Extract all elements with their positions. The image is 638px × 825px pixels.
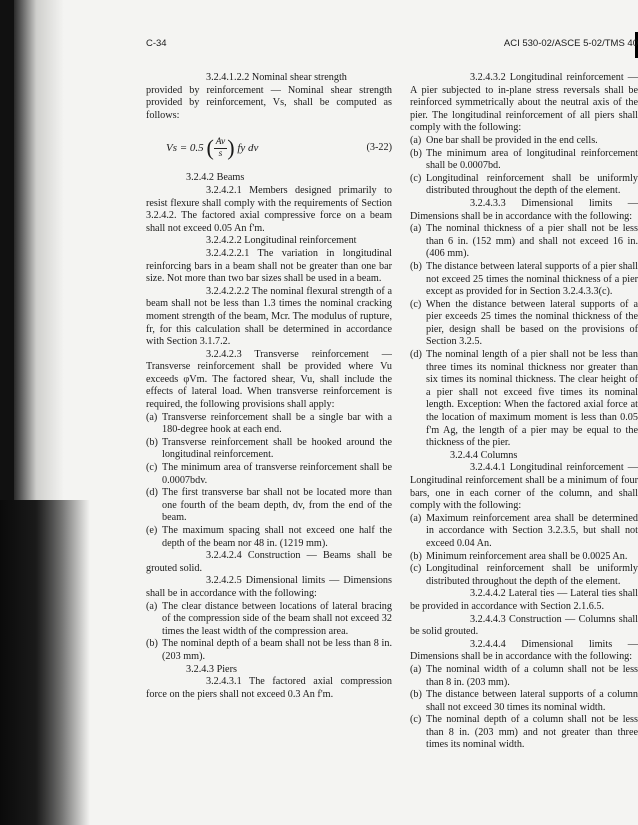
section-heading: 3.2.4.4 Columns: [450, 449, 518, 461]
section-heading: 3.2.4.1.2.2 Nominal shear strength: [206, 72, 347, 83]
paragraph: 3.2.4.3.1 The factored axial compression force on the piers shall not exceed 0.3 An f'm.: [146, 676, 392, 700]
list: [410, 223, 638, 450]
left-column: [146, 72, 392, 701]
list-item: (a) Maximum reinforcement area shall be determined in accordance with Section 3.2.3.5, but shall not exceed 0.04 An.: [410, 512, 638, 549]
list-item: (c) Longitudinal reinforcement shall be uniformly distributed throughout the depth of the element.: [410, 172, 638, 197]
list-item: (d) The nominal length of a pier shall not be less than three times its nominal thickness nor greater than six times its nominal thickness. The clear height of a pier shall not exceed five times its nominal length. Exception: When the factored axial force at the location of maximum moment is less than 0.05 f'm Ag, the length of a pier may be equal to the thickness of the pier.: [410, 349, 638, 449]
paragraph: 3.2.4.2.1 Members designed primarily to resist flexure shall comply with the requirements of Section 3.2.4.2. The factored axial compressive force on a beam shall not exceed 0.05 An f'm.: [146, 184, 392, 234]
list: [146, 412, 392, 551]
paragraph: 3.2.4.4.2 Lateral ties — Lateral ties shall be provided in accordance with Section 2.1.6.5.: [410, 588, 638, 612]
paragraph: 3.2.4.3.2 Longitudinal reinforcement — A pier subjected to in-plane stress reversals shall be reinforced symmetrically about the neutral axis of the pier. The longitudinal reinforcement of all piers shall comply with the following:: [410, 72, 638, 134]
paragraph: 3.2.4.2.2.2 The nominal flexural strength of a beam shall not be less than 1.3 times the nominal cracking moment strength of the beam, Mcr. The modulus of rupture, fr, for this calculation shall be determined in accordance with Section 3.1.7.2.: [146, 285, 392, 348]
list-item: (c) When the distance between lateral supports of a pier exceeds 25 times the nominal thickness of the pier, design shall be based on the provisions of Section 3.2.5.: [410, 298, 638, 348]
paragraph: 3.2.4.4.4 Dimensional limits — Dimensions shall be in accordance with the following:: [410, 638, 638, 663]
page-number: C-34: [146, 38, 167, 49]
paragraph: 3.2.4.3.3 Dimensional limits — Dimensions shall be in accordance with the following:: [410, 197, 638, 222]
paragraph: 3.2.4.2.5 Dimensional limits — Dimensions shall be in accordance with the following:: [146, 575, 392, 599]
paragraph: 3.2.4.4.1 Longitudinal reinforcement — Longitudinal reinforcement shall be a minimum of four bars, one in each corner of the column, and shall comply with the following:: [410, 462, 638, 512]
list-item: (b) The distance between lateral supports of a column shall not exceed 30 times its nominal width.: [410, 689, 638, 713]
paragraph: 3.2.4.2.2.1 The variation in longitudinal reinforcing bars in a beam shall not be greater than one bar size. Not more than two bar sizes shall be used in a beam.: [146, 247, 392, 285]
list-item: (c) Longitudinal reinforcement shall be uniformly distributed throughout the depth of the element.: [410, 563, 638, 587]
list-item: (a) The clear distance between locations of lateral bracing of the compression side of the beam shall not exceed 32 times the least width of the compression area.: [146, 600, 392, 637]
list-item: (b) The distance between lateral supports of a pier shall not exceed 25 times the nominal thickness of a pier except as provided for in Section 3.2.4.3.3(c).: [410, 260, 638, 298]
list-item: (b) The nominal depth of a beam shall not be less than 8 in. (203 mm).: [146, 638, 392, 662]
list-item: (a) The nominal thickness of a pier shall not be less than 6 in. (152 mm) and shall not exceed 16 in. (406 mm).: [410, 223, 638, 260]
equation-number: (3-22): [366, 142, 392, 154]
equation-lhs: Vs = 0.5: [166, 141, 204, 154]
list-item: (b) Transverse reinforcement shall be hooked around the longitudinal reinforcement.: [146, 436, 392, 461]
list-item: (b) Minimum reinforcement area shall be 0.0025 An.: [410, 550, 628, 562]
equation-denominator: s: [218, 148, 223, 159]
section-heading: 3.2.4.2 Beams: [186, 172, 245, 184]
section-heading: 3.2.4.3 Piers: [186, 663, 237, 675]
paragraph: 3.2.4.4.3 Construction — Columns shall be solid grouted.: [410, 613, 638, 638]
list-item: (b) The minimum area of longitudinal reinforcement shall be 0.0007bd.: [410, 147, 638, 172]
list-item: (a) One bar shall be provided in the end cells.: [410, 134, 598, 146]
equation-3-22: [146, 132, 392, 164]
list-item: (e) The maximum spacing shall not exceed one half the depth of the beam nor 48 in. (1219 mm).: [146, 525, 392, 549]
list-item: (a) Transverse reinforcement shall be a single bar with a 180-degree hook at each end.: [146, 411, 392, 436]
list: [410, 513, 638, 589]
equation-numerator: Av: [215, 136, 226, 147]
list: [410, 135, 638, 198]
right-column: [410, 72, 638, 752]
equation-rhs: fy dv: [237, 141, 259, 154]
section-heading: 3.2.4.2.2 Longitudinal reinforcement: [206, 235, 357, 247]
paragraph: provided by reinforcement — Nominal shear strength provided by reinforcement, Vs, shall be computed as follows:: [146, 84, 392, 121]
paragraph: 3.2.4.2.3 Transverse reinforcement — Transverse reinforcement shall be provided where Vu exceeds φVm. The factored shear, Vu, shall include the effects of lateral load. When transverse reinforcement is required, the following provisions shall apply:: [146, 348, 392, 411]
equation-body: Vs = 0.5 ( $\frac{Av}{s}$) fy dv: [166, 135, 259, 161]
page-header: [146, 38, 638, 52]
list-item: (c) The minimum area of transverse reinforcement shall be 0.0007bdv.: [146, 462, 392, 486]
list: [410, 664, 638, 752]
scan-edge-dark-corner: [0, 500, 90, 825]
running-title: ACI 530-02/ASCE 5-02/TMS 40: [503, 38, 638, 49]
paragraph: 3.2.4.2.4 Construction — Beams shall be grouted solid.: [146, 550, 392, 574]
list-item: (a) The nominal width of a column shall not be less than 8 in. (203 mm).: [410, 663, 638, 688]
list-item: (d) The first transverse bar shall not be located more than one fourth of the beam depth, dv, from the end of the beam.: [146, 487, 392, 524]
list: [146, 601, 392, 664]
list-item: (c) The nominal depth of a column shall not be less than 8 in. (203 mm) and not greater than three times its nominal width.: [410, 714, 638, 751]
